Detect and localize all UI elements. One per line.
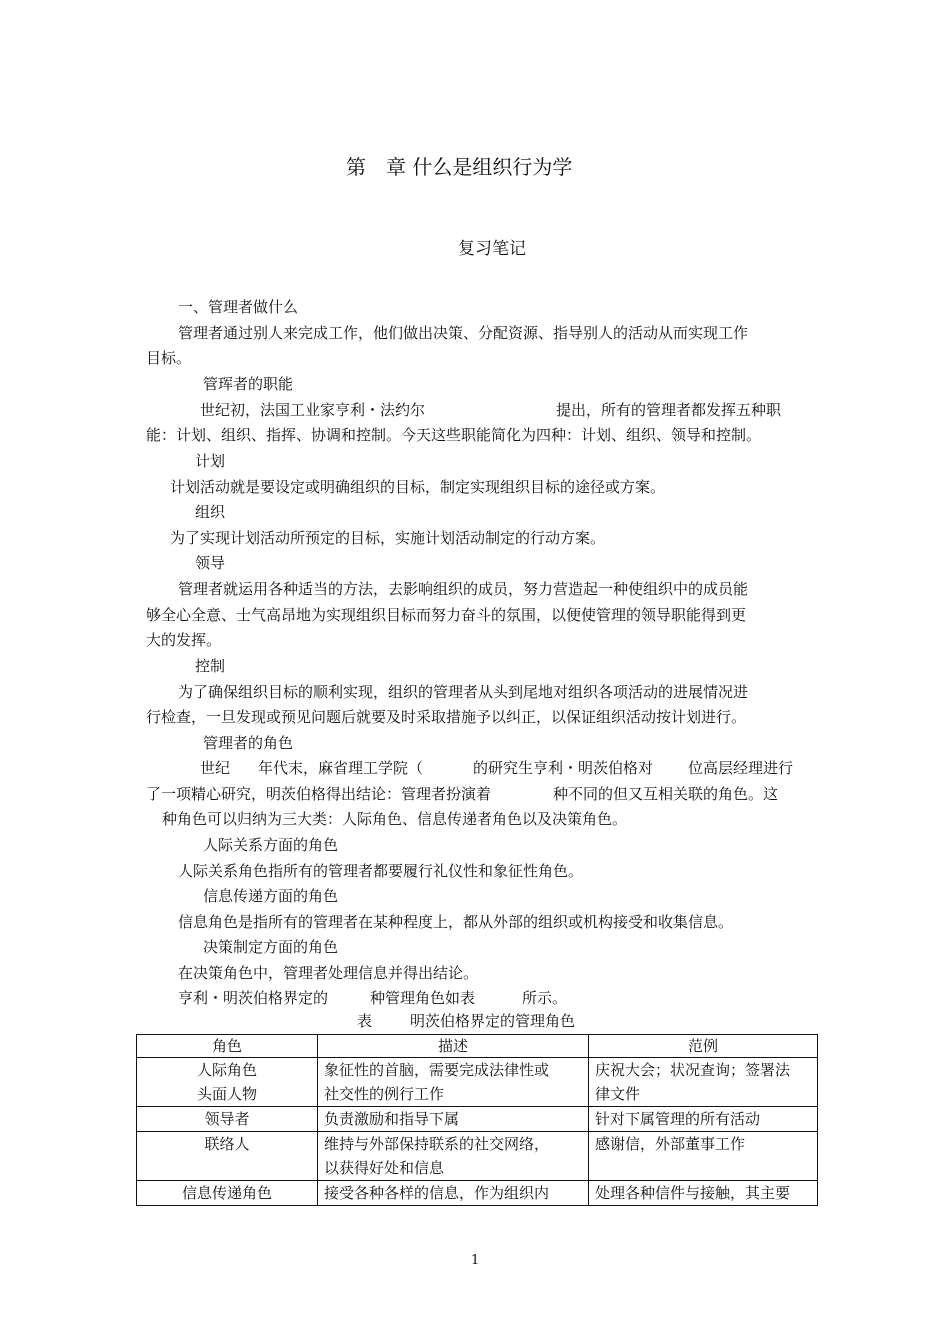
cell-line: 针对下属管理的所有活动 (595, 1110, 761, 1128)
body-line: 所示。 (522, 989, 568, 1007)
cell-line: 领导者 (204, 1110, 250, 1128)
table-header-cell: 范例 (589, 1035, 818, 1058)
body-line: 能：计划、组织、指挥、协调和控制。今天这些职能简化为四种：计划、组织、领导和控制。 (146, 426, 762, 444)
page-number: 1 (471, 1253, 480, 1268)
cell-line: 感谢信，外部董事工作 (595, 1135, 746, 1153)
body-line: 在决策角色中，管理者处理信息并得出结论。 (178, 964, 479, 982)
table-row (137, 1181, 818, 1206)
body-line: 提出，所有的管理者都发挥五种职 (556, 401, 782, 419)
body-line: 信息角色是指所有的管理者在某种程度上，都从外部的组织或机构接受和收集信息。 (178, 913, 734, 931)
body-line: 为了确保组织目标的顺利实现，组织的管理者从头到尾地对组织各项活动的进展情况进 (178, 683, 749, 701)
body-line: 管理者就运用各种适当的方法，去影响组织的成员，努力营造起一种使组织中的成员能 (178, 580, 749, 598)
body-line: 计划活动就是要设定或明确组织的目标，制定实现组织目标的途径或方案。 (170, 478, 666, 496)
table-row (137, 1058, 818, 1107)
chapter-title: 第 章 什么是组织行为学 (346, 155, 573, 179)
table-caption: 表 (357, 1012, 373, 1030)
heading-line: 信息传递方面的角色 (203, 887, 339, 905)
body-line: 的研究生亨利・明茨伯格对 (473, 759, 654, 777)
cell-line: 头面人物 (196, 1085, 257, 1103)
table-header-cell: 描述 (318, 1035, 589, 1058)
table-cell (137, 1107, 318, 1132)
body-line: 世纪初，法国工业家亨利・法约尔 (200, 401, 426, 419)
table-cell (318, 1132, 589, 1181)
table-cell (318, 1058, 589, 1107)
cell-line: 联络人 (204, 1135, 250, 1153)
cell-line: 接受各种各样的信息，作为组织内 (324, 1184, 550, 1202)
heading-line: 组织 (195, 503, 226, 521)
roles-table (136, 1034, 818, 1206)
cell-line: 庆祝大会；状况查询；签署法 (595, 1061, 791, 1079)
cell-line: 以获得好处和信息 (324, 1159, 445, 1177)
table-cell (137, 1181, 318, 1206)
table-header-cell: 角色 (137, 1035, 318, 1058)
table-cell (589, 1058, 818, 1107)
heading-line: 人际关系方面的角色 (203, 836, 339, 854)
body-line: 种不同的但又互相关联的角色。这 (553, 785, 779, 803)
body-line: 种角色可以归纳为三大类：人际角色、信息传递者角色以及决策角色。 (162, 810, 628, 828)
cell-line: 象征性的首脑，需要完成法律性或 (324, 1061, 550, 1079)
heading-line: 控制 (195, 657, 226, 675)
heading-line: 决策制定方面的角色 (203, 938, 339, 956)
table-cell (589, 1107, 818, 1132)
body-line: 位高层经理进行 (688, 759, 794, 777)
body-line: 人际关系角色指所有的管理者都要履行礼仪性和象征性角色。 (178, 862, 584, 880)
heading-line: 管珲者的职能 (203, 375, 294, 393)
body-line: 年代末，麻省理工学院（ (258, 759, 424, 777)
heading-line: 领导 (195, 554, 226, 572)
cell-line: 处理各种信件与接触，其主要 (595, 1184, 791, 1202)
cell-line: 人际角色 (196, 1061, 257, 1079)
cell-line: 信息传递角色 (181, 1184, 272, 1202)
table-cell (137, 1132, 318, 1181)
body-line: 世纪 (200, 759, 231, 777)
heading-line: 一、管理者做什么 (178, 298, 299, 316)
table-cell (589, 1181, 818, 1206)
cell-line: 维持与外部保持联系的社交网络， (324, 1135, 550, 1153)
table-cell (318, 1181, 589, 1206)
body-line: 行检查，一旦发现或预见问题后就要及时采取措施予以纠正，以保证组织活动按计划进行。 (146, 708, 747, 726)
body-line: 大的发挥。 (146, 631, 222, 649)
table-cell (137, 1058, 318, 1107)
cell-line: 负责激励和指导下属 (324, 1110, 460, 1128)
cell-line: 律文件 (595, 1085, 641, 1103)
body-line: 够全心全意、士气高昂地为实现组织目标而努力奋斗的氛围，以便使管理的领导职能得到更 (146, 606, 747, 624)
body-line: 目标。 (146, 349, 192, 367)
heading-line: 计划 (195, 452, 226, 470)
body-line: 了一项精心研究，明茨伯格得出结论：管理者扮演着 (146, 785, 492, 803)
table-caption: 明茨伯格界定的管理角色 (410, 1012, 576, 1030)
table-row (137, 1132, 818, 1181)
body-line: 种管理角色如表 (370, 989, 476, 1007)
table-header-row (137, 1035, 818, 1058)
body-line: 亨利・明茨伯格界定的 (178, 989, 329, 1007)
table-row (137, 1107, 818, 1132)
body-line: 管理者通过别人来完成工作，他们做出决策、分配资源、指导别人的活动从而实现工作 (178, 324, 749, 342)
cell-line: 社交性的例行工作 (324, 1085, 445, 1103)
table-cell (318, 1107, 589, 1132)
section-subtitle: 复习笔记 (458, 239, 526, 259)
heading-line: 管理者的角色 (203, 734, 294, 752)
body-line: 为了实现计划活动所预定的目标，实施计划活动制定的行动方案。 (170, 529, 606, 547)
table-cell (589, 1132, 818, 1181)
